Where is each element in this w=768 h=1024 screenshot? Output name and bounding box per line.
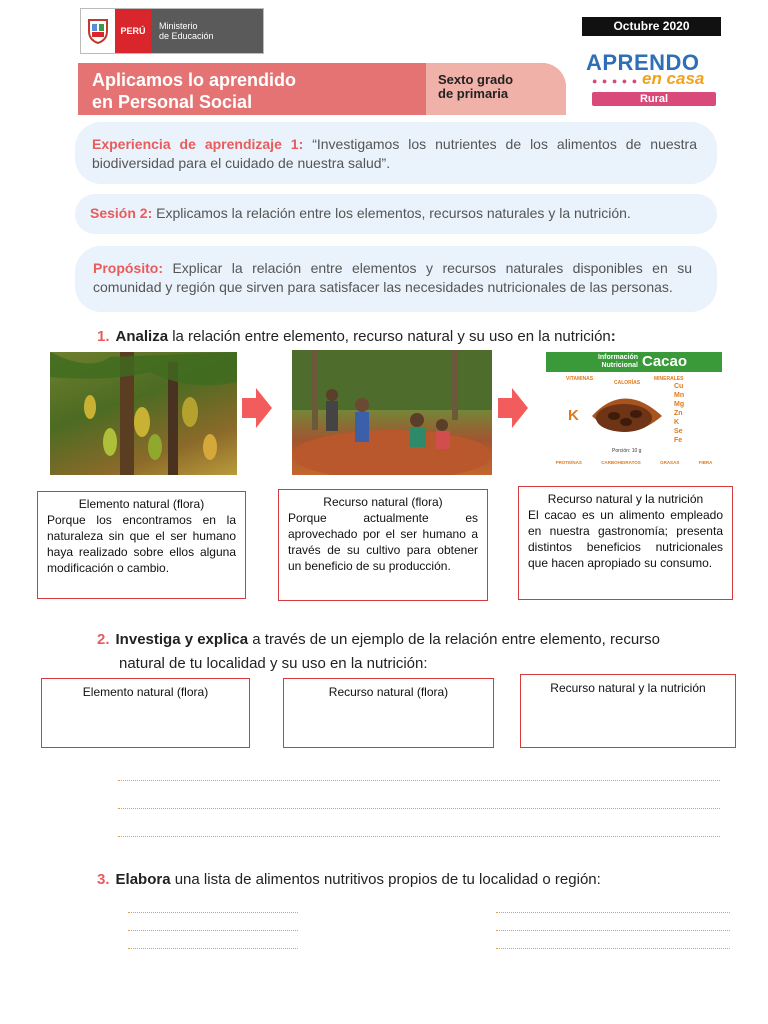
- minerals-list: [674, 382, 684, 445]
- question-3: [97, 868, 601, 892]
- cacao-harvest-photo: [292, 350, 492, 475]
- minerals-label: MINERALES: [654, 376, 684, 382]
- resource-box: [278, 489, 488, 601]
- nutrition-box-title: Recurso natural y la nutrición: [547, 492, 704, 506]
- mineral-mg: Mg: [674, 401, 685, 408]
- question-number: 3.: [97, 871, 110, 888]
- element-box: [37, 491, 246, 599]
- list-line[interactable]: [496, 948, 730, 949]
- session-label: Sesión 2:: [90, 205, 153, 221]
- mineral-cu: Cu: [674, 383, 684, 390]
- fat-label: GRASAS: [660, 460, 680, 465]
- cacao-tree-photo: [50, 352, 237, 475]
- nutrition-box-body: El cacao es un alimento empleado en nuestra gastronomía; presenta distintos beneficios nutricionales que hacen apropiado su consumo.: [528, 508, 723, 570]
- resource-box-body: Porque actualmente es aprovechado por el ser humano a través de su cultivo para obtener un beneficio de su producción.: [288, 511, 478, 573]
- brand-line2: en casa: [642, 69, 705, 88]
- rural-tag: Rural: [592, 92, 716, 106]
- list-line[interactable]: [128, 912, 298, 913]
- list-line[interactable]: [128, 930, 298, 931]
- cacao-beans-icon: [584, 386, 664, 446]
- grade-label: [426, 63, 566, 115]
- question-colon: :: [610, 328, 616, 345]
- question-text: la relación entre elemento, recurso natural y su uso en la nutrición: [168, 328, 611, 345]
- country-label: PERÚ: [115, 9, 151, 53]
- mineral-zn: Zn: [674, 410, 683, 417]
- question-verb: Elabora: [115, 871, 171, 888]
- session-panel: [75, 194, 717, 234]
- page-title: [92, 69, 296, 113]
- list-line[interactable]: [496, 912, 730, 913]
- purpose-panel: [75, 246, 717, 312]
- question-2: [97, 628, 737, 676]
- purpose-label: Propósito:: [93, 260, 163, 276]
- experience-text: “Investigamos los nutrientes de los alimentos de nuestra biodiversidad para el cuidado de nuestra salud”.: [92, 136, 697, 171]
- title-line1: Aplicamos lo aprendido: [92, 70, 297, 90]
- question-text: una lista de alimentos nutritivos propios de tu localidad o región:: [170, 871, 601, 888]
- nutrition-box: [518, 486, 733, 600]
- question-number: 1.: [97, 328, 110, 345]
- question-1: [97, 325, 616, 349]
- grade-line1: Sexto grado: [438, 72, 514, 87]
- question-verb: Analiza: [115, 328, 169, 345]
- coat-of-arms-icon: [81, 9, 115, 53]
- ministry-logo: [80, 8, 264, 54]
- question-text: a través de un ejemplo de la relación entre elemento, recurso: [248, 631, 660, 648]
- protein-label: PROTEÍNAS: [555, 460, 582, 465]
- resource-box-title: Recurso natural (flora): [323, 495, 443, 509]
- aprendo-en-casa-logo: [586, 52, 721, 110]
- fiber-label: FIBRA: [698, 460, 713, 465]
- infographic-subtitle: Información Nutricional: [597, 354, 638, 369]
- infographic-title: Cacao: [642, 353, 688, 370]
- macros-row: [546, 460, 722, 465]
- grade-line2: de primaria: [438, 86, 509, 101]
- answer-line[interactable]: [118, 836, 720, 837]
- element-box-title: Elemento natural (flora): [78, 497, 205, 511]
- session-text: Explicamos la relación entre los elementos, recursos naturales y la nutrición.: [152, 205, 631, 221]
- question-verb: Investiga y explica: [115, 631, 249, 648]
- question-text-line2: natural de tu localidad y su uso en la nutrición:: [119, 655, 428, 672]
- question-number: 2.: [97, 631, 110, 648]
- purpose-text: Explicar la relación entre elementos y recursos naturales disponibles en su comunidad y región que sirven para satisfacer las necesidades nutricionales de las personas.: [93, 260, 692, 295]
- element-answer-box[interactable]: Elemento natural (flora): [41, 678, 250, 748]
- list-line[interactable]: [496, 930, 730, 931]
- mineral-fe: Fe: [674, 437, 683, 444]
- experience-panel: [75, 122, 717, 184]
- mineral-k: K: [674, 419, 680, 426]
- decorative-dots-icon: ● ● ● ● ●: [592, 76, 639, 86]
- element-box-body: Porque los encontramos en la naturaleza sin que el ser humano haya realizado sobre ellos alguna modificación o cambio.: [47, 513, 236, 575]
- calories-label: CALORÍAS: [614, 380, 641, 386]
- vitamin-symbol: K: [568, 407, 579, 424]
- cacao-nutrition-infographic: [546, 352, 722, 475]
- title-line2: en Personal Social: [92, 92, 253, 112]
- brand-line1: APRENDO: [586, 50, 700, 75]
- answer-line[interactable]: [118, 808, 720, 809]
- title-banner: [78, 63, 566, 115]
- portion-label: Porción: 10 g: [612, 448, 642, 454]
- vitamins-label: VITAMINAS: [566, 376, 594, 382]
- nutrition-answer-box[interactable]: Recurso natural y la nutrición: [520, 674, 736, 748]
- mineral-se: Se: [674, 428, 683, 435]
- date-badge: Octubre 2020: [582, 17, 721, 36]
- mineral-mn: Mn: [674, 392, 685, 399]
- ministry-name: Ministerio de Educación: [151, 9, 263, 53]
- carbs-label: CARBOHIDRATOS: [601, 460, 641, 465]
- list-line[interactable]: [128, 948, 298, 949]
- resource-answer-box[interactable]: Recurso natural (flora): [283, 678, 494, 748]
- answer-line[interactable]: [118, 780, 720, 781]
- experience-label: Experiencia de aprendizaje 1:: [92, 136, 304, 152]
